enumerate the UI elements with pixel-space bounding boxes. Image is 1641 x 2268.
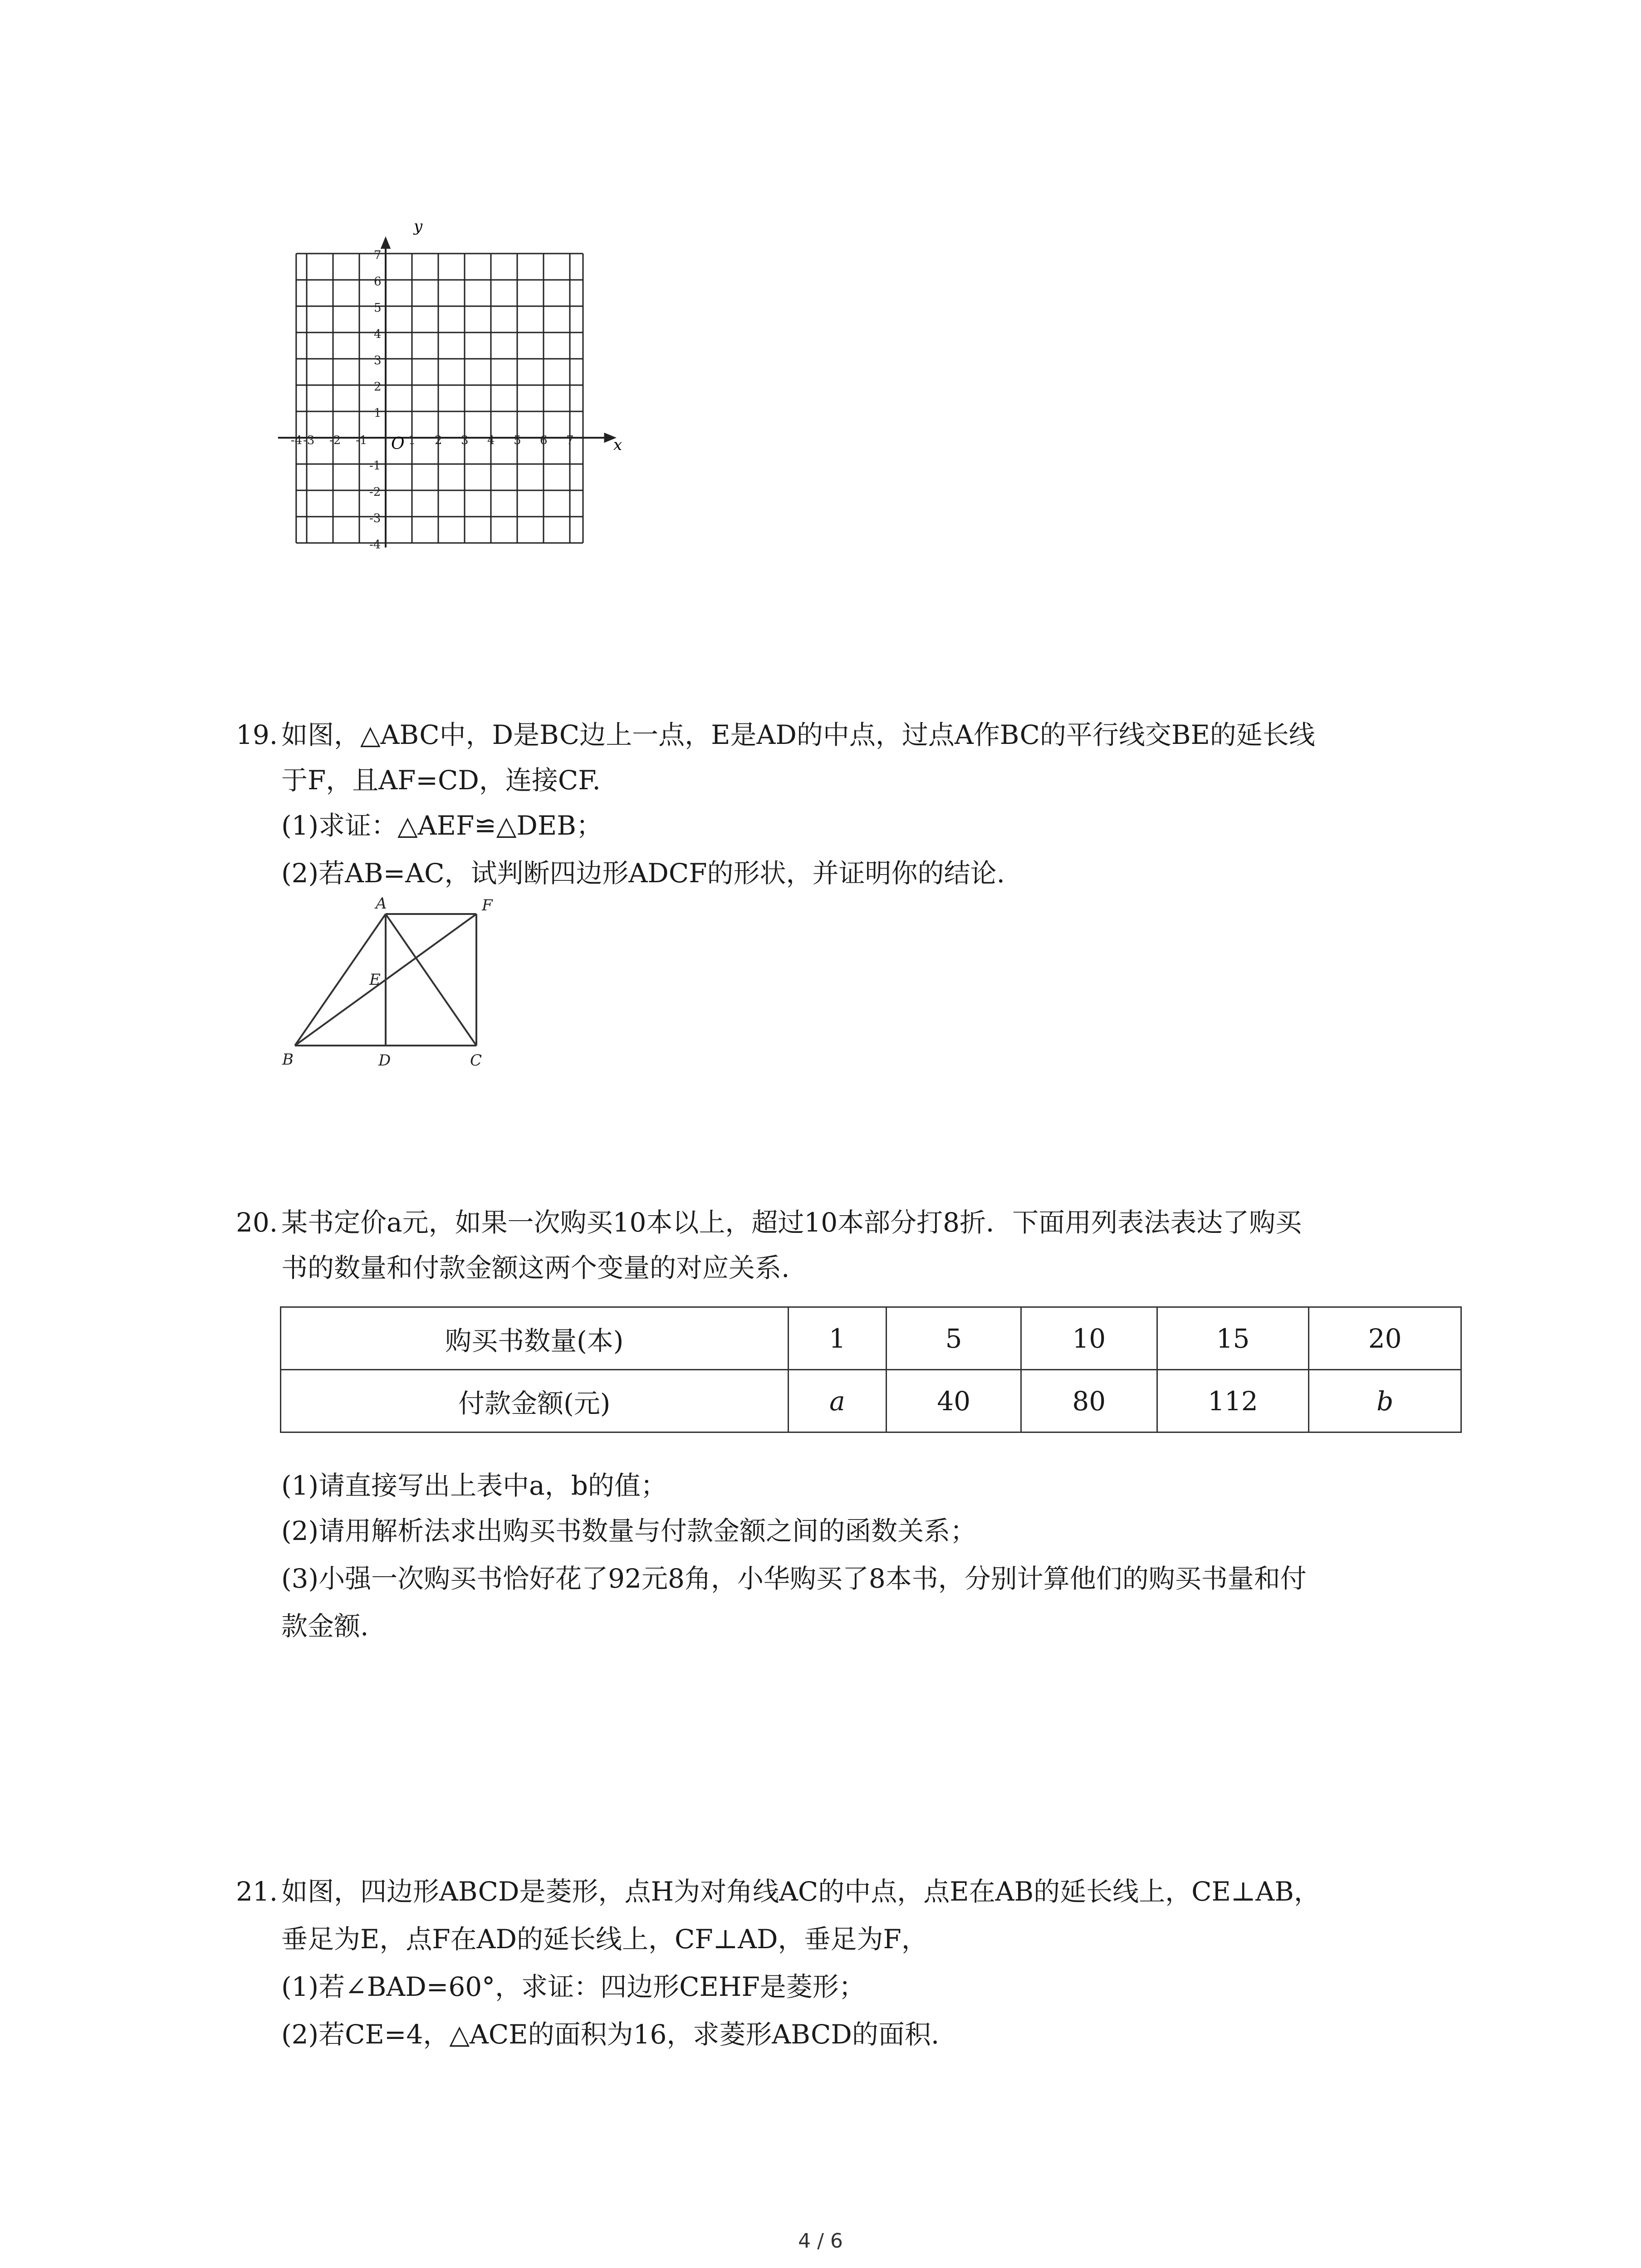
table-cell: 5: [887, 1307, 1021, 1370]
page-number: 4 / 6: [798, 2229, 843, 2253]
x-tick-label: 7: [566, 434, 574, 447]
table-row: [281, 1370, 1461, 1432]
sub-question-2: (2)若CE=4，△ACE的面积为16，求菱形ABCD的面积.: [281, 2019, 940, 2050]
sub-question-3: (3)小强一次购买书恰好花了92元8角，小华购买了8本书，分别计算他们的购买书量和付: [281, 1563, 1307, 1594]
question-number: 20.: [236, 1207, 278, 1238]
table-row-header: 付款金额(元): [281, 1370, 789, 1432]
x-tick-label: 3: [461, 434, 469, 447]
point-label-f: F: [482, 896, 493, 914]
table-cell: 15: [1157, 1307, 1309, 1370]
point-label-b: B: [282, 1051, 294, 1069]
point-label-d: D: [378, 1051, 391, 1070]
sub-question-1: (1)求证：△AEF≌△DEB；: [281, 810, 603, 841]
table-cell: 80: [1021, 1370, 1157, 1432]
x-tick-label: 4: [487, 434, 495, 447]
y-tick-label: -2: [369, 485, 381, 499]
question-text-line: 如图，四边形ABCD是菱形，点H为对角线AC的中点，点E在AB的延长线上，CE⊥AB，: [281, 1876, 1320, 1907]
table-cell: a: [788, 1370, 887, 1432]
data-table: [280, 1306, 1462, 1433]
origin-label: O: [391, 435, 405, 453]
y-axis-label: y: [414, 217, 423, 235]
x-tick-label: 2: [435, 434, 442, 447]
x-tick-label: -3: [303, 434, 315, 447]
table-cell: 1: [788, 1307, 887, 1370]
y-tick-label: 4: [374, 327, 382, 341]
table-cell: 10: [1021, 1307, 1157, 1370]
table-cell: 20: [1309, 1307, 1461, 1370]
table-cell: b: [1309, 1370, 1461, 1432]
y-tick-label: 1: [374, 406, 382, 420]
question-text-line: 如图，△ABC中，D是BC边上一点，E是AD的中点，过点A作BC的平行线交BE的延长线: [281, 719, 1315, 750]
table-row: [281, 1307, 1461, 1370]
sub-question-1: (1)请直接写出上表中a，b的值；: [281, 1470, 667, 1501]
coordinate-grid-svg: [272, 213, 635, 567]
question-text-line: 书的数量和付款金额这两个变量的对应关系.: [281, 1252, 790, 1283]
point-label-c: C: [470, 1051, 482, 1070]
y-tick-label: 3: [374, 354, 382, 367]
y-tick-label: 5: [374, 301, 382, 315]
point-label-a: A: [376, 896, 387, 913]
point-label-e: E: [369, 971, 381, 989]
x-axis-label: x: [613, 436, 622, 454]
table-row-header: 购买书数量(本): [281, 1307, 789, 1370]
x-tick-label: 5: [514, 434, 521, 447]
segment-ac: [386, 914, 476, 1046]
sub-question-2: (2)请用解析法求出购买书数量与付款金额之间的函数关系；: [281, 1515, 977, 1546]
sub-question-3-continued: 款金额.: [281, 1611, 369, 1642]
question-text-line: 于F，且AF=CD，连接CF.: [281, 765, 601, 796]
question-number: 19.: [236, 719, 278, 750]
table-cell: 40: [887, 1370, 1021, 1432]
y-tick-label: 2: [374, 380, 382, 394]
triangle-figure: [272, 896, 508, 1077]
x-tick-label: -2: [329, 434, 341, 447]
table-cell: 112: [1157, 1370, 1309, 1432]
sub-question-1: (1)若∠BAD=60°，求证：四边形CEHF是菱形；: [281, 1971, 865, 2002]
y-tick-label: 7: [374, 249, 382, 262]
x-tick-label: -4: [290, 434, 303, 447]
x-tick-label: -1: [356, 434, 367, 447]
question-text-line: 某书定价a元，如果一次购买10本以上，超过10本部分打8折．下面用列表法表达了购买: [281, 1207, 1302, 1238]
y-tick-label: -4: [369, 538, 381, 552]
triangle-figure-svg: [272, 896, 508, 1077]
coordinate-grid-figure: [272, 213, 635, 567]
question-text-line: 垂足为E，点F在AD的延长线上，CF⊥AD，垂足为F，: [281, 1924, 928, 1955]
question-number: 21.: [236, 1876, 278, 1907]
x-tick-label: 6: [540, 434, 548, 447]
y-tick-label: -3: [369, 512, 381, 525]
sub-question-2: (2)若AB=AC，试判断四边形ADCF的形状，并证明你的结论.: [281, 858, 1005, 889]
y-tick-label: -1: [369, 459, 381, 473]
x-tick-label: 1: [408, 434, 416, 447]
y-axis-arrow: [382, 238, 390, 248]
y-tick-label: 6: [374, 275, 382, 288]
